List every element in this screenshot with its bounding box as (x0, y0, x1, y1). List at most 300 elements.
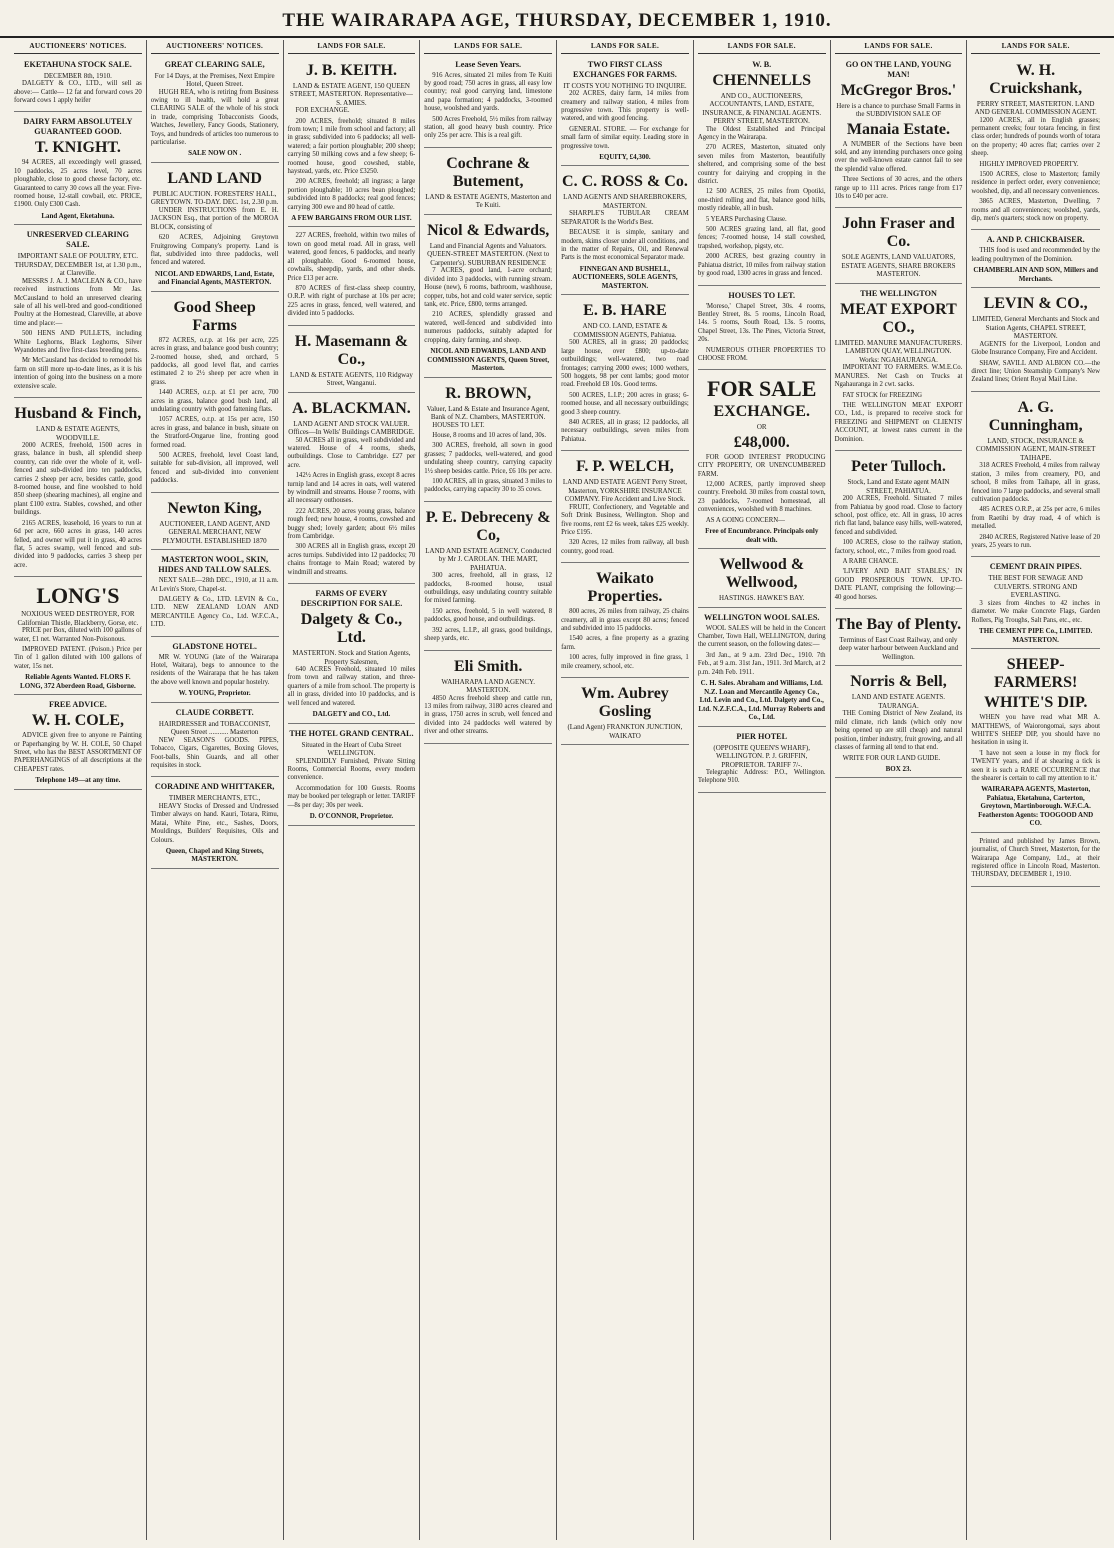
ad-subtitle: PERRY STREET, MASTERTON. LAND AND GENERAL COMMISSION AGENT. (974, 99, 1097, 117)
ad-body (14, 159, 142, 209)
ad-subtitle: Terminus of East Coast Railway, and only deep water harbour between Auckland and Wellington. (838, 635, 959, 661)
ad-subtitle: LIMITED, General Merchants and Stock and Station Agents, CHAPEL STREET, MASTERTON. (972, 315, 1100, 341)
ad-paragraph: 200 ACRES, freehold; situated 8 miles from town; 1 mile from school and factory; all in grass; subdivided into 6 paddocks; all well-watered; a fair portion ploughable; 200 sheep; carrying 50 milking cows and a few sheep; 6-roomed house, good cowshed, stable, haystead, yards, etc. Price £3250. (287, 117, 416, 175)
ad-subtitle: LAND & ESTATE AGENTS, 110 Ridgway Street, Wanganui. (289, 370, 413, 388)
advertisement (14, 697, 142, 790)
ad-body (14, 80, 142, 105)
ad-heading: THE WELLINGTON (860, 288, 937, 298)
ad-paragraph: 210 ACRES, splendidly grassed and watered, well-fenced and subdivided into numerous paddocks, suitably adapted for cropping, dairy farming, and sheep. (424, 311, 553, 344)
ad-paragraph: 'LIVERY AND BAIT STABLES,' IN GOOD PROSPEROUS TOWN. UP-TO-DATE PLANT, comprising the following:—40 good horses. (834, 568, 963, 601)
ad-body (151, 337, 279, 486)
column-heading: LANDS FOR SALE. (698, 40, 826, 54)
advertisement (835, 453, 963, 609)
ad-heading: GO ON THE LAND, YOUNG MAN! (845, 59, 952, 79)
advertisement (698, 729, 826, 793)
ad-paragraph: House, 8 rooms and 10 acres of land, 30s. (432, 431, 547, 439)
ad-title: Eli Smith. (453, 657, 523, 675)
column-heading: LANDS FOR SALE. (424, 40, 552, 54)
ad-body (288, 437, 416, 578)
ad-body (835, 710, 963, 762)
ad-subtitle: TIMBER MERCHANTS, ETC., (168, 794, 261, 803)
ad-heading: Lease Seven Years. (455, 59, 522, 69)
ad-subtitle: LIMITED. MANURE MANUFACTURERS. LAMBTON QUAY, WELLINGTON. Works: NGAHAURANGA. (834, 338, 963, 364)
ad-subtitle: PUBLIC AUCTION. FORESTERS' HALL, GREYTOWN. TO-DAY. DEC. 1st, 2.30 p.m. (150, 189, 279, 207)
ad-title: W. H. Cruickshank, (989, 61, 1083, 97)
ad-paragraph: 2000 ACRES, best grazing country in Pahiatua district, 10 miles from railway station by good road, 1300 acres in grass and fenced. (697, 253, 826, 278)
advertisement (14, 227, 142, 398)
ad-paragraph: AS A GOING CONCERN— (705, 516, 785, 524)
ad-body (151, 737, 279, 771)
ad-paragraph: MESSRS J. A. J. MACLEAN & CO., have received instructions from Mr Jas. McCausland to hold an unreserved clearing sale of all his well-bred and good-conditioned Poultry at the Homestead, Clareville, at above time and place:— (14, 277, 142, 327)
advertisement (151, 495, 279, 551)
ad-signature: W. YOUNG, Proprietor. (178, 689, 251, 698)
ad-paragraph: 300 ACRES, freehold, all sown in good grasses; 7 paddocks, well-watered, and good undulating sheep country, carrying capacity 1½ sheep besides cattle. Price, £6 10s per acre. (424, 442, 553, 475)
ad-body (288, 666, 416, 708)
ad-title: J. B. KEITH. (305, 61, 397, 79)
ad-title: A. G. Cunningham, (988, 398, 1083, 434)
ad-title: Wm. Aubrey Gosling (581, 685, 669, 721)
ad-body (835, 364, 963, 444)
ad-paragraph: UNDER INSTRUCTIONS from E. H. JACKSON Esq., that portion of the MOROA BLOCK, consisting of (150, 206, 279, 231)
ad-title: W. H. COLE, (31, 712, 125, 730)
ad-heading: GREAT CLEARING SALE, (164, 59, 265, 69)
ad-title: Peter Tulloch. (851, 458, 946, 476)
ad-signature: SALE NOW ON . (188, 149, 242, 158)
ad-paragraph: 5 YEARS Purchasing Clause. (705, 215, 787, 223)
ad-paragraph: 3865 ACRES, Masterton, Dwelling, 7 rooms and all conveniences; woolshed, yards, dip, men's quarters; stock now on property. (971, 198, 1100, 223)
ad-paragraph: HOUSES TO LET. (432, 421, 485, 429)
ad-paragraph: 12 500 ACRES, 25 miles from Opotiki, one-third rolling and flat, balance good hills, mostly rideable, all in bush. (697, 188, 826, 213)
ad-subtitle: AUCTIONEER, LAND AGENT, AND GENERAL MERCHANT, NEW PLYMOUTH. ESTABLISHED 1870 (159, 519, 270, 545)
ad-subtitle: LAND AGENTS AND SHAREBROKERS, MASTERTON. (563, 193, 687, 210)
ad-paragraph: 3rd Jan., at 9 a.m. 23rd Dec., 1910. 7th Feb., at 9 a.m. 31st Jan., 1911. 3rd March, at 2 p.m. 24th Feb. 1911. (697, 651, 826, 676)
ad-title: SHEEP-FARMERS! (994, 656, 1078, 692)
ad-paragraph: WRITE FOR OUR LAND GUIDE. (842, 754, 941, 762)
ad-paragraph: 500 ACRES, L.I.P.; 200 acres in grass; 6-roomed house, and all necessary outbuildings; good 3 sheep country. (561, 391, 689, 416)
ad-signature: DALGETY and CO., Ltd. (312, 710, 391, 719)
ad-title: Good Sheep Farms (173, 298, 256, 334)
ad-subtitle: LAND AND ESTATE AGENCY, Conducted by Mr J. CAROLAN. THE MART, PAHIATUA. (425, 546, 552, 572)
ad-title-secondary: Manaia Estate. (846, 120, 951, 138)
ad-paragraph: 3 sizes from 4inches to 42 inches in diameter. We make Concrete Flags, Garden Rollers, Pig Troughs, Salt Pans, etc., etc. (971, 599, 1100, 624)
ad-paragraph: NEW SEASON'S GOODS. PIPES, Tobacco, Cigars, Cigarettes, Boxing Gloves, Foot-balls, Shin Guards, and all other requisites in stock. (150, 736, 279, 769)
advertisement (835, 286, 963, 451)
column-heading: LANDS FOR SALE. (561, 40, 689, 54)
advertisement (561, 680, 689, 745)
ad-body (151, 654, 279, 688)
advertisement (835, 611, 963, 667)
ad-paragraph: FOR GOOD INTEREST PRODUCING CITY PROPERTY, OR UNENCUMBERED FARM. (697, 453, 826, 478)
ad-title: E. B. HARE (583, 302, 667, 320)
ad-body (288, 107, 416, 212)
ad-paragraph: BECAUSE it is simple, sanitary and modern, skims closer under all conditions, and in the matter of Repairs, Oil, and Renewal Parts is the most economical Separator made. (561, 229, 689, 262)
ad-paragraph: 1200 ACRES, all in English grasses; permanent creeks; four totara fencing, in first class order; hundreds of pounds worth of totara on the property; 40 acres flat; carries over 2 sheep. (971, 116, 1100, 158)
ad-title-secondary: £48,000. (733, 433, 790, 451)
ad-signature: WAIRARAPA AGENTS, Masterton, Pahiatua, Eketahuna, Carterton, Greytown, Martinborough. W.F.C.A. Featherston Agents: TOOGOOD AND CO. (978, 785, 1094, 828)
ad-paragraph: A NUMBER of the Sections have been sold, and any intending purchasers once going over the well-known estate cannot fail to see the splendid value offered. (834, 140, 963, 173)
advertisement (14, 579, 142, 695)
ad-paragraph: 872 ACRES, o.r.p. at 16s per acre, 225 acres in grass, and balance good bush country; 2-roomed house, shed, and orchard, 5 paddocks, all good level flat, and carries estimated 2 to 2½ sheep per acre when in grass. (150, 336, 279, 386)
advertisement (288, 726, 416, 826)
ad-subtitle: DECEMBER 8th, 1910. (43, 71, 112, 80)
column-1 (10, 40, 147, 1540)
advertisement (698, 288, 826, 371)
advertisement (971, 394, 1100, 558)
advertisement (151, 779, 279, 869)
ad-body (561, 90, 689, 151)
ad-paragraph: 50 ACRES all in grass, well subdivided and watered. House of 4 rooms, sheds, outbuildings. Close to Cambridge. £27 per acre. (287, 436, 416, 469)
ad-paragraph: 300 ACRES all in English grass, except 20 acres turnips. Subdivided into 12 paddocks; 70 chains frontage to Main Road; watered by windmill and streams. (287, 543, 416, 576)
ad-paragraph: Accommodation for 100 Guests. Rooms may be booked per telegraph or letter. TARIFF—8s per day; 30s per week. (287, 784, 416, 809)
advertisement (698, 57, 826, 286)
ad-paragraph: 485 ACRES O.R.P., at 25s per acre, 6 miles from Raetihi by dray road, 4 of which is metalled. (971, 506, 1100, 531)
ad-paragraph: 840 ACRES, all in grass; 12 paddocks, all necessary outbuildings, seven miles from Pahiatua. (561, 419, 689, 443)
ad-paragraph: FOR EXCHANGE. (295, 107, 350, 115)
ad-title: MEAT EXPORT CO., (840, 300, 957, 336)
ad-body (835, 141, 963, 202)
ad-paragraph: HEAVY Stocks of Dressed and Undressed Timber always on hand. Kauri, Totara, Rimu, Matai, White Pine, etc., Sashes, Doors, Mouldings, Builders' Requisites, Oils and Colours. (150, 802, 279, 844)
ad-paragraph: 500 Acres Freehold, 5½ miles from railway station, all good heavy bush country. Price only 25s per acre. This is a real gift. (424, 115, 553, 140)
ad-body (971, 247, 1100, 264)
ad-title: EXCHANGE. (713, 403, 810, 421)
ad-paragraph: MR W. YOUNG (late of the Wairarapa Hotel, Waitara), begs to announce to the residents of the Wairarapa that he has taken the above well known and popular hostelry. (150, 653, 279, 686)
advertisement (288, 57, 416, 228)
ad-paragraph: AGENTS for the Liverpool, London and Globe Insurance Company, Fire and Accident. (971, 340, 1100, 357)
advertisement (971, 57, 1100, 231)
ad-title: LAND LAND (167, 169, 262, 187)
ad-heading: TWO FIRST CLASS EXCHANGES FOR FARMS. (573, 59, 677, 79)
ad-paragraph: 202 ACRES, dairy farm, 14 miles from creamery and railway station, 4 miles from progressive town. This property is well-watered, and with good fencing. (561, 90, 689, 123)
ad-subtitle: HAIRDRESSER and TOBACCONIST, Queen Street ........... Masterton (158, 719, 271, 737)
ad-signature: Land Agent, Eketahuna. (41, 211, 115, 220)
advertisement (151, 294, 279, 493)
ad-title: CHENNELLS (712, 71, 812, 89)
ad-paragraph: SPLENDIDLY Furnished, Private Sitting Rooms, Commercial Rooms, every modern convenience. (287, 757, 416, 782)
ad-paragraph: 142½ Acres in English grass, except 8 acres turnip land and 14 acres in oats, well watered by windmill and streams. House 7 rooms, with all necessary outhouses. (287, 472, 416, 505)
ad-paragraph: WOOL SALES will be held in the Concert Chamber, Town Hall, WELLINGTON, during the current season, on the following dates:— (697, 624, 826, 649)
advertisement (698, 551, 826, 608)
advertisement (561, 168, 689, 295)
ad-title: Newton King, (167, 499, 262, 517)
ad-body (971, 462, 1100, 550)
ad-heading: FARMS OF EVERY DESCRIPTION FOR SALE. (300, 589, 403, 609)
ad-paragraph: A RARE CHANCE. (842, 557, 899, 565)
ad-paragraph: 12,000 ACRES, partly improved sheep country. Freehold. 30 miles from coastal town, 23 paddocks, 7-roomed homestead, all conveniences, woolshed with 8 machines. (697, 481, 826, 514)
ad-subtitle: LAND AND ESTATE AGENT Perry Street, Masterton, YORKSHIRE INSURANCE COMPANY. Fire Accident and Live Stock. (562, 478, 688, 504)
ad-subtitle: IMPORTANT SALE OF POULTRY, ETC. THURSDAY, DECEMBER 1st, at 1.30 p.m., at Clareville. (14, 252, 142, 278)
ad-body (14, 442, 142, 570)
advertisement (698, 610, 826, 727)
ad-paragraph: 1057 ACRES, o.r.p. at 15s per acre, 150 acres in grass, and balance in bush, situate on the Stratford-Ongarue line, fronting good formed road. (150, 416, 279, 449)
ad-title: T. KNIGHT. (34, 139, 121, 157)
advertisement (288, 395, 416, 585)
ad-body (151, 207, 279, 268)
ad-subtitle: (Land Agent) FRANKTON JUNCTION, WAIKATO (567, 723, 683, 740)
ad-subtitle: LAND AND ESTATE AGENTS. TAURANGA. (851, 693, 946, 710)
ad-paragraph: 200 ACRES, freehold; all ingrass; a large portion ploughable; 10 acres bean ploughed; subdivided into 8 paddocks; real good fences; carrying 300 ewe and 80 head of cattle. (287, 178, 416, 211)
ad-paragraph: 300 acres, freehold, all in grass, 12 paddocks, 8-roomed house, usual outbuildings, easy undulating country suitable for mixed farming. (424, 572, 553, 605)
ad-title: Norris & Bell, (850, 673, 947, 691)
ad-paragraph: 150 acres, freehold, 5 in well watered, 8 paddocks, good house, and outbuildings. (424, 607, 553, 624)
ad-body (698, 625, 826, 677)
ad-paragraph: 7 ACRES, good land, 1-acre orchard; divided into 3 paddocks, with running stream. House (new), 6 rooms, bathroom, washhouse, copper, tubs, hot and cold water service, septic tank, etc. Price, £800, terms arranged. (424, 267, 553, 308)
advertisement (971, 835, 1100, 887)
ad-body (561, 608, 689, 671)
newspaper-title: THE WAIRARAPA AGE, THURSDAY, DECEMBER 1, 1910. (282, 10, 832, 31)
ad-display-title: LONG'S (36, 583, 120, 609)
ad-body (971, 600, 1100, 625)
column-heading: LANDS FOR SALE. (288, 40, 416, 54)
ad-paragraph: DALGETY & CO., LTD., will sell as above:— Cattle— 12 fat and forward cows 20 forward cows 1 apply heifer (14, 80, 142, 104)
advertisement (151, 639, 279, 703)
ad-body (971, 838, 1100, 880)
advertisement (971, 651, 1100, 833)
masthead (0, 4, 1114, 38)
advertisement (561, 297, 689, 451)
ad-body (288, 758, 416, 810)
ad-body (424, 267, 552, 345)
ad-paragraph: 100 acres, fully improved in fine grass, 1 mile creamery, school, etc. (561, 654, 689, 670)
column-4 (420, 40, 557, 1540)
ad-heading: DAIRY FARM ABSOLUTELY GUARANTEED GOOD. (23, 117, 133, 137)
ad-subtitle: HASTINGS. HAWKE'S BAY. (718, 594, 805, 603)
ad-subtitle: AND CO. LAND, ESTATE & COMMISSION AGENTS, Pahiatua. (573, 322, 677, 339)
ad-paragraph: 222 ACRES, 20 acres young grass, balance rough feed; new house, 4 rooms, cowshed and buggy shed; lovely garden; about 6½ miles from Cambridge. (287, 507, 416, 540)
advertisement (561, 565, 689, 678)
advertisement (14, 114, 142, 225)
ad-subtitle: LAND AGENT AND STOCK VALUER. Offices—In Wells' Buildings CAMBRIDGE. (288, 419, 415, 437)
ad-paragraph: IMPROVED PATENT. (Poison.) Price per Tin of 1 gallon diluted with 100 gallons of water, 15s net. (14, 645, 142, 670)
column-6 (694, 40, 831, 1540)
ad-body (698, 454, 826, 525)
ad-display-title: FOR SALE (707, 376, 817, 402)
ad-title: Waikato Properties. (587, 570, 663, 606)
ad-heading: THE HOTEL GRAND CENTRAL. (289, 728, 414, 738)
ad-heading: W. B. (752, 59, 772, 69)
ad-subtitle: THE BEST FOR SEWAGE AND CULVERTS. STRONG AND EVERLASTING. (988, 574, 1083, 600)
ad-paragraph: 500 ACRES grazing land, all flat, good fences; 7-roomed house, 14 stall cowshed, trapshed, workshop, pigsty, etc. (697, 226, 826, 250)
ad-subtitle: SOLE AGENTS, LAND VALUATORS, ESTATE AGENTS, SHARE BROKERS MASTERTON. (841, 253, 956, 279)
ad-signature: NICOL AND EDWARDS, LAND AND COMMISSION AGENTS, Queen Street, Masterton. (427, 347, 550, 372)
ad-paragraph: HIGHLY IMPROVED PROPERTY. (979, 160, 1079, 168)
ad-title: C. C. ROSS & Co. (562, 173, 688, 191)
advertisement (14, 400, 142, 577)
ad-heading: MASTERTON WOOL, SKIN, HIDES AND TALLOW SALES. (158, 555, 272, 575)
ad-paragraph: Telegraphic Address: P.O., Wellington. Telephone 910. (697, 769, 826, 785)
ad-title: Husband & Finch, (14, 405, 142, 423)
ad-heading: WELLINGTON WOOL SALES. (703, 612, 820, 622)
ad-paragraph: 'I have not seen a louse in my flock for TWENTY years, and if at shearing a tick is seen it is such a RARE OCCURRENCE that the shearer is certain to call my attention to it.' (971, 749, 1100, 782)
column-2 (147, 40, 284, 1540)
ad-title: John Fraser and Co. (842, 215, 955, 251)
ad-signature: EQUITY, £4,300. (599, 152, 651, 161)
ad-body (151, 89, 279, 148)
column-heading: AUCTIONEERS' NOTICES. (151, 40, 279, 54)
ad-subtitle: (OPPOSITE QUEEN'S WHARF), WELLINGTON. P. J. GRIFFIN, PROPRIETOR. TARIFF 7/-. (713, 743, 811, 769)
ad-paragraph: 620 ACRES, Adjoining Greytown Fruitgrowing Company's property. Land is flat, subdivided into three paddocks, well fenced and watered. (150, 234, 279, 267)
ad-paragraph: 2000 ACRES, freehold, 1500 acres in grass, balance in bush, all splendid sheep country, can ride over the whole of it, well-fenced and sub-divided into ten paddocks, carries 2 sheep per acre, besides cattle, good 8-roomed house, and fine woolshed to hold 850 sheep (shearing machines), all engine and plant £100 extra. Stables, cowshed, and other buildings. (14, 442, 142, 517)
ad-subtitle: IT COSTS YOU NOTHING TO INQUIRE. (563, 81, 687, 90)
ad-subtitle: OR (756, 423, 767, 432)
ad-paragraph: PRICE per Box, diluted with 100 gallons of water, £1 net. Warranted Non-Poisonous. (14, 627, 142, 643)
ad-paragraph: SHAW, SAVILL AND ALBION CO.—the direct line; Union Steamship Company's New Zealand lines; Orient Royal Mail Line. (971, 359, 1100, 384)
ad-title: McGregor Bros.' (840, 81, 957, 99)
ad-title: Nicol & Edwards, (427, 221, 550, 239)
advertisement (971, 290, 1100, 392)
ad-paragraph: 100 ACRES, close to the railway station, factory, school, etc., 7 miles from good road. (834, 539, 963, 555)
ad-heading: EKETAHUNA STOCK SALE. (24, 59, 132, 69)
advertisement (151, 165, 279, 292)
ad-paragraph: 1500 ACRES, close to Masterton; family residence in perfect order, every convenience; woolshed, dip, and all necessary conveniences. (971, 171, 1100, 195)
ad-heading: GLADSTONE HOTEL. (172, 641, 257, 651)
ad-paragraph: THE WELLINGTON MEAT EXPORT CO., Ltd., is prepared to receive stock for FREEZING and SHIPMENT on CLIENTS' ACCOUNT, at lowest rates current in the Dominion. (834, 402, 963, 443)
ad-title: LEVIN & CO., (983, 295, 1088, 313)
advertisement (14, 57, 142, 113)
ad-paragraph: FAT STOCK for FREEZING (842, 391, 923, 399)
ad-signature: CHAMBERLAIN AND SON, Millers and Merchants. (973, 266, 1098, 283)
ad-signature: Telephone 149—at any time. (35, 776, 121, 785)
ad-body (151, 577, 279, 629)
ad-paragraph: 200 ACRES, Freehold. Situated 7 miles from Pahiatua by good road. Close to factory school, post office, etc. All in grass, 10 acres rich flat land, balance easy hills, well-watered, fenced and subdivided. (834, 495, 963, 536)
ad-paragraph: FRUIT, Confectionery, and Vegetable and Soft Drink Business, Wellington. Shop and five rooms, rent £2 6s week, takes £25 weekly. Price £195. (561, 503, 689, 536)
ad-body (14, 732, 142, 774)
ad-subtitle: MASTERTON. Stock and Station Agents, Property Salesmen, (292, 649, 411, 666)
advertisement (561, 57, 689, 167)
ad-paragraph: 100 ACRES, all in grass, situated 3 miles to paddocks, carrying capacity 30 to 35 cows. (424, 477, 553, 494)
advertisement (288, 586, 416, 724)
ad-paragraph: 'Moreso,' Chapel Street, 30s. 4 rooms, Bentley Street, 8s. 5 rooms, Lincoln Road, 14s. 5 rooms, South Road, 13s. 5 rooms, Chapel Street, 13s. The Pines, Victoria Street, 20s. (697, 302, 826, 344)
ad-title: Wellwood & Wellwood, (719, 556, 805, 592)
ad-body (698, 769, 826, 786)
column-8 (967, 40, 1104, 1540)
ad-paragraph: 800 acres, 26 miles from railway, 25 chains creamery, all in grass except 80 acres; fenced and subdivided into 15 paddocks. (561, 608, 689, 632)
advertisement (835, 668, 963, 778)
column-3 (284, 40, 421, 1540)
ad-heading: UNRESERVED CLEARING SALE. (26, 230, 130, 250)
page-columns (10, 40, 1104, 1540)
advertisement (835, 57, 963, 209)
ad-signature: Free of Encumbrance. Principals only dealt with. (705, 527, 819, 544)
ad-paragraph: 500 HENS AND PULLETS, including White Leghorns, Black Leghorns, Silver Wyandottes and five first-class breeding pens. (14, 330, 142, 354)
ad-paragraph: IMPORTANT TO FARMERS. W.M.E.Co. MANURES. Net Cash on Trucks at Ngahauranga in 2 cwt. sacks. (834, 364, 963, 389)
ad-paragraph: Three Sections of 30 acres, and the others range up to 111 acres. Prices range from £17 10s to £40 per acre. (834, 176, 963, 201)
ad-signature: A FEW BARGAINS FROM OUR LIST. (291, 213, 412, 222)
ad-title: The Bay of Plenty. (835, 615, 962, 633)
ad-paragraph: 94 ACRES, all exceedingly well grassed, 10 paddocks, 25 acres level, 70 acres ploughable, close to good cheese factory, etc. Guaranteed to carry 30 cows all the year. Five-roomed house, 12-stall cowbail, etc. PRICE, £1900. Only £300 Cash. (14, 159, 142, 209)
ad-subtitle: WAIHARAPA LAND AGENCY. MASTERTON. (441, 677, 535, 694)
column-heading: AUCTIONEERS' NOTICES. (14, 40, 142, 54)
ad-body (561, 504, 689, 556)
ad-signature: BOX 23. (885, 764, 912, 773)
ad-paragraph: THE Coming District of New Zealand, its mild climate, rich lands (which only now being opened up are still cheap) and natural position, timber industry, fruit growing, and all classes of farming all tend to that end. (834, 710, 963, 752)
advertisement (424, 150, 552, 215)
ad-paragraph: 916 Acres, situated 21 miles from Te Kuiti by good road; 750 acres in grass, all easy low country; real good carrying land, limestone and papa formation; 4 paddocks, 3-roomed house, woolshed and yards. (424, 71, 553, 113)
ad-title: P. E. Debreceny & Co, (425, 508, 551, 544)
column-heading: LANDS FOR SALE. (835, 40, 963, 54)
ad-paragraph: Mr McCausland has decided to remodel his farm on still more up-to-date lines, as it is his intention of going into the business on a more extensive scale. (14, 357, 142, 390)
ad-paragraph: 500 ACRES, all in grass; 20 paddocks; large house, over £800; up-to-date outbuildings; well-watered, two road frontages; carrying 2000 ewes; 1000 wethers, 500 hoggets, 98 per cent lambs; good motor road. Freehold £8 10s. Good terms. (561, 339, 689, 389)
advertisement (424, 57, 552, 148)
ad-title: A. BLACKMAN. (292, 399, 411, 417)
ad-body (561, 210, 689, 262)
ad-paragraph: 4850 Acres freehold sheep and cattle run, 13 miles from railway, 3180 acres cleared and in grass, 1750 acres in scrub, well fenced and divided into 24 paddocks well watered by river and other streams. (424, 694, 553, 736)
ad-paragraph: 2165 ACRES, leasehold, 16 years to run at 6d per acre, 660 acres in grass, 140 acres felled, and owner will put it in grass, 40 acres flat, 5 acres swamp, well fenced and sub-divided into 9 paddocks, carries 3 sheep per acre. (14, 519, 142, 569)
ad-paragraph: HUGH REA, who is retiring from Business owing to ill health, will hold a great CLEARING SALE of the whole of his stock in trade, comprising Tobacconists Goods, Watches, Jewellery, Fancy Goods, Stationery, Toys, and hundreds of articles too numerous to particularise. (150, 88, 279, 147)
ad-body (835, 495, 963, 602)
ad-paragraph: GENERAL STORE. — For exchange for small farm of similar equity. Leading store in progressive town. (561, 125, 689, 150)
ad-body (288, 232, 416, 318)
advertisement (971, 232, 1100, 288)
ad-heading: CLAUDE CORBETT. (175, 707, 254, 717)
advertisement (288, 328, 416, 393)
ad-paragraph: 392 acres, L.I.P., all grass, good buildings, sheep yards, etc. (424, 626, 553, 643)
ad-heading: CEMENT DRAIN PIPES. (989, 562, 1082, 572)
ad-subtitle: Here is a chance to purchase Small Farms in the SUBDIVISION SALE OF (836, 101, 961, 119)
ad-heading: HOUSES TO LET. (728, 290, 796, 300)
advertisement (151, 552, 279, 636)
ad-subtitle: LAND, STOCK, INSURANCE & COMMISSION AGENT, MAIN-STREET TAIHAPE. (975, 436, 1096, 462)
ad-subtitle: AND CO., AUCTIONEERS, ACCOUNTANTS, LAND, ESTATE, INSURANCE, & FINANCIAL AGENTS. PERRY STREET, MASTERTON. (702, 91, 822, 126)
advertisement (151, 57, 279, 163)
ad-signature: FINNEGAN AND BUSHELL, AUCTIONEERS, SOLE AGENTS, MASTERTON. (572, 264, 678, 290)
ad-body (424, 72, 552, 141)
ad-paragraph: The Oldest Established and Principal Agency in the Wairarapa. (697, 125, 826, 141)
ad-paragraph: NUMEROUS OTHER PROPERTIES TO CHOOSE FROM. (697, 346, 826, 362)
ad-body (971, 341, 1100, 385)
ad-subtitle: Stock, Land and Estate agent MAIN STREET, PAHIATUA. (847, 478, 950, 495)
ad-paragraph: ADVICE given free to anyone re Painting or Paperhanging by W. H. COLE, 50 Chapel Street, who has the BEST ASSORTMENT OF PAPERHANGINGS of all descriptions at the CHEAPEST rates. (14, 732, 142, 773)
advertisement (971, 559, 1100, 649)
ad-paragraph: 500 ACRES, freehold, level Coast land, suitable for sub-division, all improved, well fenced and sub-divided into convenient paddocks. (150, 452, 279, 485)
advertisement (424, 504, 552, 651)
ad-paragraph: NEXT SALE—28th DEC., 1910, at 11 a.m. At Levin's Store, Chapel-st. (150, 577, 279, 593)
ad-paragraph: WHEN you have read what MR A. MATTHEWS, of Waiorongomai, says about WHITE'S SHEEP DIP, you should have no hesitation in using it. (971, 714, 1100, 747)
ad-signature: D. O'CONNOR, Proprietor. (309, 812, 394, 820)
ad-subtitle: LAND & ESTATE AGENTS, WOODVILLE. (35, 425, 120, 442)
ad-paragraph: 2840 ACRES, Registered Native lease of 20 years, 25 years to run. (971, 533, 1100, 549)
ad-heading: PIER HOTEL (736, 731, 788, 741)
advertisement (835, 210, 963, 284)
ad-subtitle: Situated in the Heart of Cuba Street WELLINGTON. (301, 740, 402, 758)
ad-paragraph: THIS food is used and recommended by the leading poultrymen of the Dominion. (971, 247, 1100, 263)
ad-paragraph: 640 ACRES Freehold, situated 10 miles from town and railway station, and three-quarters of a mile from school. The property is all in grass, divided into 10 paddocks, and is well fenced and watered. (287, 666, 416, 707)
column-heading: LANDS FOR SALE. (971, 40, 1100, 54)
ad-paragraph: SHARPLE'S TUBULAR CREAM SEPARATOR Is the World's Best. (561, 210, 689, 226)
ad-body (698, 303, 826, 364)
ad-body (971, 714, 1100, 783)
ad-subtitle: Land and Financial Agents and Valuators. QUEEN-STREET MASTERTON. (Next to Carpenter's). SUBURBAN RESIDENCE (427, 241, 550, 267)
ad-signature: C. H. Sales. Abraham and Williams, Ltd. N.Z. Loan and Mercantile Agency Co., Ltd. Levin and Co., Ltd. Dalgety and Co., Ltd. N.Z.F.C.A., Ltd. Murray Roberts and Co., Ltd. (698, 679, 826, 722)
ad-paragraph: 227 ACRES, freehold, within two miles of town on good metal road. All in grass, well watered, good fences, 6 paddocks, and nearly all ploughable. Good 6-roomed house, cowbails, sheepdip, yards, and other sheds. Price £13 per acre. (287, 232, 416, 282)
ad-paragraph: Printed and published by James Brown, journalist, of Church Street, Masterton, for the Wairarapa Age Company, Ltd., at their registered office in Lincoln Road, Masterton. THURSDAY, DECEMBER 1, 1910. (971, 837, 1100, 879)
ad-heading: CORADINE AND WHITTAKER, (154, 782, 275, 792)
ad-paragraph: 870 ACRES of first-class sheep country, O.R.P. with right of purchase at 10s per acre; 225 acres in grass, fenced, well watered, and divided into 5 paddocks. (287, 284, 416, 318)
advertisement (561, 453, 689, 563)
ad-paragraph: 270 ACRES, Masterton, situated only seven miles from Masterton, beautifully sheltered, and comprising some of the best country for dairying and cropping in the district. (697, 144, 826, 186)
ad-paragraph: 318 ACRES Freehold, 4 miles from railway station, 3 miles from creamery, PO, and school, 8 miles from Taihape, all in grass, fenced into 7 large paddocks, and several small cultivation paddocks. (971, 462, 1100, 503)
ad-subtitle: Valuer, Land & Estate and Insurance Agent, Bank of N.Z. Chambers, MASTERTON. (426, 404, 550, 421)
ad-subtitle: LAND & ESTATE AGENTS, Masterton and Te Kuiti. (425, 192, 552, 210)
ad-paragraph: 320 Acres, 12 miles from railway, all bush country, good road. (561, 539, 689, 555)
ad-body (561, 339, 689, 444)
ad-subtitle: For 14 Days, at the Premises, Next Empire Hotel, Queen Street. (154, 71, 275, 89)
advertisement (151, 705, 279, 778)
ad-body (698, 126, 826, 279)
ad-body (14, 278, 142, 391)
ad-paragraph: 1540 acres, a fine property as a grazing farm. (561, 635, 689, 651)
ad-heading: FREE ADVICE. (48, 700, 107, 710)
column-7 (831, 40, 968, 1540)
